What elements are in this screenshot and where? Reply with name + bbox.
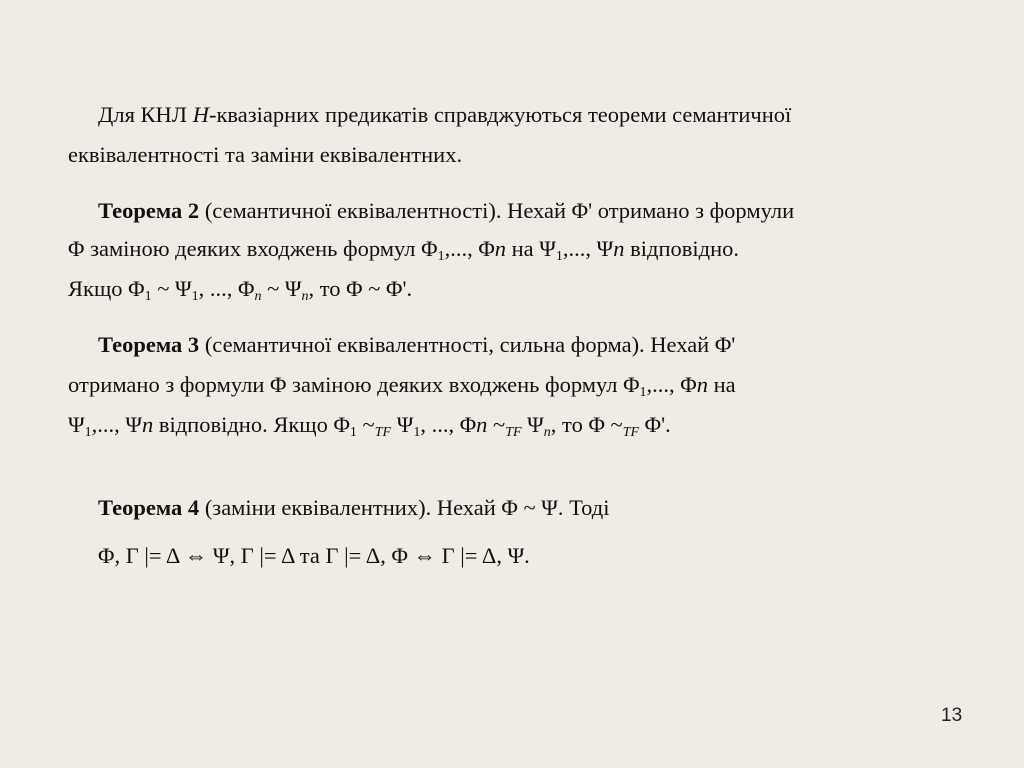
intro-h-symbol: H [192, 102, 209, 127]
subscript: 1 [639, 385, 647, 400]
theorem-2-title: Теорема 2 [98, 198, 200, 223]
theorem-2-text: відповідно. [624, 236, 739, 261]
theorem-3-text: , ..., Φ [420, 412, 477, 437]
theorem-2-text: ~ Ψ [151, 276, 192, 301]
intro-line-2: еквівалентності та заміни еквівалентних. [68, 142, 463, 167]
intro-text: Для КНЛ [98, 102, 193, 127]
subscript: 1 [555, 249, 563, 264]
theorem-2-text: ,..., Φ [444, 236, 495, 261]
theorem-2-line-3 [68, 274, 412, 304]
subscript: 1 [144, 289, 152, 304]
theorem-4-line-1 [98, 493, 609, 523]
subscript-n: n [254, 289, 262, 304]
subscript-n: n [301, 289, 309, 304]
theorem-3-text: Ψ [521, 412, 544, 437]
theorem-2-line-1 [98, 196, 794, 226]
theorem-4-formula: Φ, Γ |= Δ ⇔ Ψ, Γ |= Δ та Γ |= Δ, Φ ⇔ Γ |= Δ, Ψ. [98, 543, 530, 568]
theorem-3-text: ,..., Φ [646, 372, 697, 397]
theorem-2-text: Якщо Φ [68, 276, 145, 301]
subscript-tf: TF [622, 425, 640, 440]
subscript-tf: TF [505, 425, 522, 440]
theorem-4-title: Теорема 4 [98, 495, 200, 520]
theorem-2-text: , то Φ ~ Φ'. [308, 276, 413, 301]
theorem-4-text: (заміни еквівалентних). Нехай Φ ~ Ψ. Тоді [199, 495, 610, 520]
theorem-3-text: (семантичної еквівалентності, сильна форма). Нехай Φ' [199, 332, 736, 357]
theorem-2-line-2 [68, 234, 739, 264]
theorem-2-text: ,..., Ψ [562, 236, 614, 261]
theorem-3-text: ~ [487, 412, 506, 437]
index-n: n [141, 412, 154, 437]
theorem-3-text: відповідно. Якщо Φ [153, 412, 350, 437]
theorem-3-text: , то Φ ~ [550, 412, 623, 437]
theorem-3-text: Ψ [68, 412, 85, 437]
subscript: 1 [413, 425, 421, 440]
theorem-2-text: Φ заміною деяких входжень формул Φ [68, 236, 438, 261]
theorem-2-text: ~ Ψ [261, 276, 302, 301]
theorem-3-text: Ψ [391, 412, 414, 437]
index-n: n [696, 372, 708, 397]
theorem-3-line-2 [68, 370, 736, 400]
theorem-3-text: на [708, 372, 736, 397]
theorem-3-line-3 [68, 410, 671, 440]
theorem-3-text: ~ [356, 412, 375, 437]
page-number: 13 [941, 705, 963, 726]
theorem-3-text: ,..., Ψ [91, 412, 142, 437]
theorem-3-line-1 [98, 330, 735, 360]
subscript: 1 [349, 425, 357, 440]
intro-line-1 [98, 100, 791, 130]
subscript-n: n [543, 425, 551, 440]
subscript: 1 [84, 425, 92, 440]
theorem-3-title: Теорема 3 [98, 332, 200, 357]
theorem-2-text: (семантичної еквівалентності). Нехай Φ' отримано з формули [199, 198, 795, 223]
index-n: n [494, 236, 507, 261]
theorem-2-text: , ..., Φ [198, 276, 255, 301]
subscript: 1 [437, 249, 445, 264]
theorem-2-text: на Ψ [506, 236, 556, 261]
subscript-tf: TF [374, 425, 392, 440]
index-n: n [613, 236, 625, 261]
theorem-3-text: отримано з формули Φ заміною деяких входжень формул Φ [68, 372, 640, 397]
theorem-3-text: Φ'. [639, 412, 671, 437]
intro-text: -квазіарних предикатів справджуються теореми семантичної [208, 102, 792, 127]
index-n: n [476, 412, 488, 437]
subscript: 1 [191, 289, 199, 304]
